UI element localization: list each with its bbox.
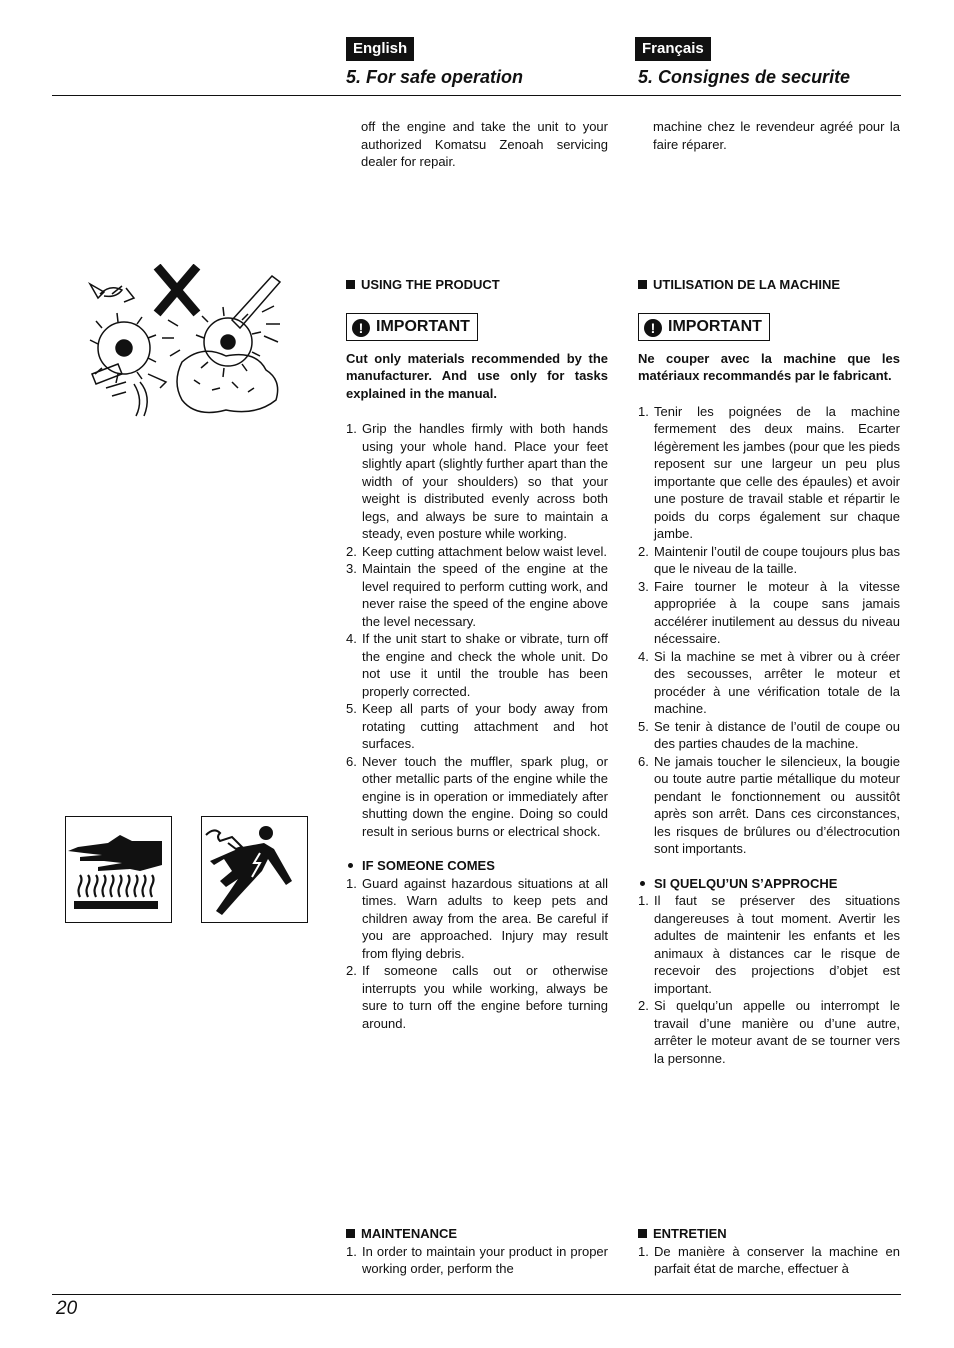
list-item <box>638 718 900 753</box>
english-important-label: IMPORTANT <box>376 317 470 335</box>
footer-rule <box>52 1294 901 1295</box>
list-item-text: Guard against hazardous situations at all times. Warn adults to keep pets and children away from the area. Be careful if you are approached. Injury may result from flying debris. <box>362 875 608 961</box>
list-item-number: 6. <box>638 753 649 769</box>
french-using-section <box>638 276 900 1067</box>
list-item <box>346 543 608 561</box>
list-item-number: 2. <box>346 543 357 559</box>
french-someone-heading <box>638 875 900 893</box>
square-bullet-icon <box>346 1229 355 1238</box>
list-item <box>346 753 608 841</box>
list-item-number: 1. <box>638 403 649 419</box>
french-intro-text: machine chez le revendeur agréé pour la faire réparer. <box>653 119 900 152</box>
english-someone-heading-text: IF SOMEONE COMES <box>362 858 495 873</box>
list-item-text: Never touch the muffler, spark plug, or other metallic parts of the engine while the engine is in operation or immediately after shutting down the engine. Doing so could result in serious burns or electrical shock. <box>362 753 608 839</box>
list-item-number: 4. <box>638 648 649 664</box>
french-maintenance-heading-text: ENTRETIEN <box>653 1226 727 1241</box>
english-important-text: Cut only materials recommended by the manufacturer. And use only for tasks explained in the manual. <box>346 350 608 401</box>
list-item <box>638 997 900 1067</box>
section-title-english: 5. For safe operation <box>346 67 524 87</box>
french-maintenance-heading <box>638 1225 900 1243</box>
list-item <box>346 875 608 963</box>
english-someone-list <box>346 875 608 1033</box>
language-badge-french: Français <box>635 37 711 61</box>
list-item-text: If the unit start to shake or vibrate, turn off the engine and check the whole unit. Do not use it until the trouble has been properly corrected. <box>362 631 608 699</box>
bullet-icon <box>348 863 353 868</box>
french-using-heading <box>638 276 900 294</box>
english-using-list <box>346 420 608 840</box>
english-maintenance-heading <box>346 1225 608 1243</box>
list-item <box>346 630 608 700</box>
list-item <box>346 560 608 630</box>
square-bullet-icon <box>638 280 647 289</box>
english-intro-text: off the engine and take the unit to your authorized Komatsu Zenoah servicing dealer for repair. <box>361 119 608 169</box>
language-badge-english: English <box>346 37 414 61</box>
list-item-number: 3. <box>638 578 649 594</box>
page-number: 20 <box>56 1298 78 1319</box>
english-using-heading <box>346 276 608 294</box>
list-item-number: 1. <box>346 421 357 436</box>
exclamation-icon: ! <box>352 319 370 337</box>
list-item <box>638 578 900 648</box>
list-item-number: 2. <box>638 543 649 559</box>
french-important-label: IMPORTANT <box>668 317 762 335</box>
list-item-text: Maintenir l’outil de coupe toujours plus bas que le niveau de la taille. <box>654 543 900 576</box>
english-maintenance-list <box>346 1243 608 1278</box>
list-item-text: De manière à conserver la machine en parfait état de marche, effectuer à <box>654 1243 900 1276</box>
list-item-text: Ne jamais toucher le silencieux, la bougie ou toute autre partie métallique du moteur pendant le fonctionnement ou aussitôt après son arrêt. Dans ces circonstances, les risques de brûlures ou d’électrocution sont importants. <box>654 753 900 856</box>
english-someone-heading <box>346 857 608 875</box>
electric-shock-warning-box <box>201 816 308 923</box>
french-using-heading-text: UTILISATION DE LA MACHINE <box>653 277 841 292</box>
list-item <box>346 1243 608 1278</box>
list-item-text: Tenir les poignées de la machine fermement des deux mains. Ecarter légèrement les jambes (pour que les pieds reposent sur une largeur un peu plus importante que celle des épaules) et avoir une posture de travail stable et répartir le poids du corps également sur chaque jambe. <box>654 403 900 541</box>
english-important-box <box>346 313 478 341</box>
header-rule <box>52 95 901 96</box>
list-item <box>346 700 608 753</box>
list-item-text: Il faut se préserver des situations dangereuses à tout moment. Avertir les adultes de maintenir les enfants et les animaux à distances car le risque de recevoir des projections d’objet est important. <box>654 893 900 996</box>
french-important-text: Ne couper avec la machine que les matériaux recommandés par le fabricant. <box>638 350 900 383</box>
list-item <box>346 962 608 1032</box>
list-item <box>346 420 608 543</box>
french-maintenance-section <box>638 1225 900 1278</box>
exclamation-icon: ! <box>644 319 662 337</box>
list-item <box>638 1243 900 1278</box>
list-item-number: 3. <box>346 561 357 576</box>
hot-surface-hand-icon <box>66 817 171 922</box>
list-item-text: If someone calls out or otherwise interrupts you while working, always be sure to turn off the engine before turning around. <box>362 963 608 1031</box>
list-item-text: Keep all parts of your body away from rotating cutting attachment and hot surfaces. <box>362 701 608 751</box>
list-item-text: Maintain the speed of the engine at the level required to perform cutting work, and never raise the speed of the engine above the level necessary. <box>362 561 608 629</box>
prohibited-cutting-illustration <box>82 264 292 424</box>
english-maintenance-section <box>346 1225 608 1278</box>
list-item-text: Si la machine se met à vibrer ou à créer des secousses, arrêter le moteur et procéder à une vérification totale de la machine. <box>654 648 900 716</box>
electric-shock-icon <box>202 817 307 922</box>
list-item-text: Faire tourner le moteur à la vitesse appropriée à la coupe sans jamais accélérer inutilement au dessus du niveau nécessaire. <box>654 578 900 646</box>
section-title-french: 5. Consignes de securite <box>638 67 851 87</box>
list-item-number: 1. <box>346 1243 357 1259</box>
list-item <box>638 648 900 718</box>
square-bullet-icon <box>346 280 355 289</box>
list-item-number: 4. <box>346 631 357 646</box>
french-maintenance-list <box>638 1243 900 1278</box>
french-important-box <box>638 313 770 341</box>
list-item-number: 6. <box>346 753 357 769</box>
bullet-icon <box>640 881 645 886</box>
list-item-number: 1. <box>638 893 649 908</box>
hot-surface-warning-box <box>65 816 172 923</box>
french-someone-heading-text: SI QUELQU’UN S’APPROCHE <box>654 875 838 891</box>
english-using-heading-text: USING THE PRODUCT <box>361 277 500 292</box>
list-item-text: Si quelqu’un appelle ou interrompt le travail d’une manière ou d’une autre, arrêter le moteur avant de se tourner vers la personne. <box>654 998 900 1066</box>
list-item <box>638 753 900 858</box>
list-item-text: Keep cutting attachment below waist level. <box>362 543 607 559</box>
list-item-number: 2. <box>346 963 357 978</box>
french-using-list <box>638 403 900 858</box>
list-item-number: 5. <box>638 718 649 734</box>
list-item-number: 2. <box>638 998 649 1013</box>
list-item-text: Grip the handles firmly with both hands using your whole hand. Place your feet slightly apart (slightly further apart than the width of your shoulders) so that your weight is distributed evenly across both legs, and always be sure to maintain a steady, even posture while working. <box>362 421 608 541</box>
english-maintenance-heading-text: MAINTENANCE <box>361 1226 458 1241</box>
list-item <box>638 543 900 578</box>
list-item-number: 1. <box>346 875 357 891</box>
list-item-text: In order to maintain your product in proper working order, perform the <box>362 1243 608 1276</box>
list-item-number: 5. <box>346 701 357 716</box>
list-item <box>638 403 900 543</box>
english-using-section <box>346 276 608 1032</box>
list-item-number: 1. <box>638 1243 649 1259</box>
square-bullet-icon <box>638 1229 647 1238</box>
list-item <box>638 892 900 997</box>
list-item-text: Se tenir à distance de l’outil de coupe ou des parties chaudes de la machine. <box>654 718 900 751</box>
french-someone-list <box>638 892 900 1067</box>
